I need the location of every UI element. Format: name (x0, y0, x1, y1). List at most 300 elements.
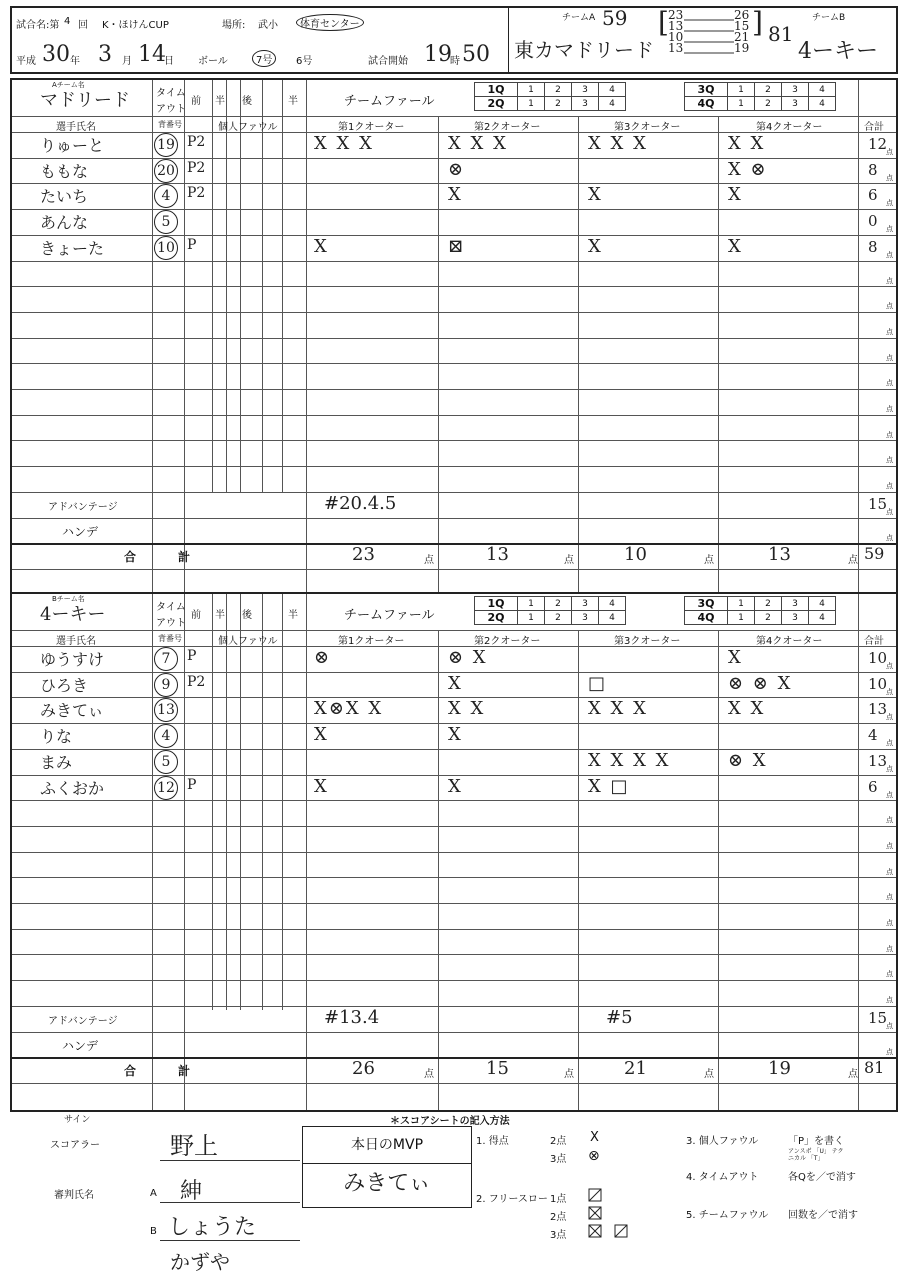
player-total: 4 (868, 726, 878, 745)
q-scores-a (668, 10, 683, 54)
quarter-label: 1Q (475, 83, 518, 97)
foul-count-cell: 2 (545, 597, 572, 611)
player-name-header: 選手氏名 (56, 122, 96, 133)
quarter-total: 10 (624, 544, 647, 566)
game-title: K・ほけんCUP (102, 20, 169, 31)
header-row-line (12, 630, 896, 631)
q2-score-marks: ⊗ (448, 158, 466, 180)
timeout-label-1: タイム (156, 602, 186, 613)
howto-2-3pt: 3点 (550, 1230, 567, 1241)
point-unit: 点 (886, 456, 893, 465)
total-header: 合計 (864, 122, 884, 133)
first-half-label: 前 (191, 610, 201, 621)
player-name: まみ (40, 752, 73, 772)
player-name: りゅーと (40, 136, 105, 155)
q4-score-marks: X X (728, 698, 766, 720)
team-name-label: Bチーム名 (52, 595, 85, 603)
timeout-label-2: アウト (156, 618, 186, 629)
player-total: 13 (868, 751, 888, 770)
team-b-label: チームB (812, 13, 846, 23)
day-unit: 日 (164, 56, 174, 67)
day: 14 (138, 42, 166, 67)
foul-grid-row (475, 97, 626, 111)
mvp-name: みきてぃ (343, 1171, 431, 1196)
point-unit: 点 (886, 199, 893, 208)
player-foul: P2 (187, 134, 206, 150)
foul-count-cell: 1 (518, 597, 545, 611)
year: 30 (42, 42, 70, 67)
team-foul-grid-1h (474, 82, 626, 111)
player-total: 0 (868, 212, 878, 231)
foul-count-cell: 1 (728, 97, 755, 111)
timeout-label-1: タイム (156, 88, 186, 99)
player-number-wrap (154, 236, 178, 260)
table-row (12, 877, 896, 878)
quarter-label: 4Q (685, 611, 728, 625)
player-number-wrap (154, 724, 178, 748)
player-total: 6 (868, 777, 878, 796)
team-foul-grid-2h (684, 82, 836, 111)
q-scores-b (734, 10, 749, 54)
point-unit: 点 (886, 1021, 893, 1030)
player-number-wrap (154, 647, 178, 671)
ref-c-name: かずや (170, 1250, 230, 1274)
foul-col-line (226, 594, 227, 1010)
howto-1-2pt: 2点 (550, 1136, 567, 1147)
ball-2: 6号 (296, 56, 313, 67)
foul-count-cell: 4 (809, 83, 836, 97)
table-row (12, 980, 896, 981)
q3-header: 第3クオーター (614, 636, 681, 647)
quarter-total: 13 (768, 544, 791, 566)
half-label-2: 半 (288, 610, 298, 621)
player-number-wrap (154, 750, 178, 774)
player-name: ふくおか (40, 778, 105, 798)
grand-total: 59 (864, 544, 885, 564)
foul-count-cell: 3 (782, 83, 809, 97)
totals-row-line (12, 543, 896, 545)
ref-a-name: 紳 (180, 1179, 203, 1204)
left-bracket: [ (658, 6, 669, 39)
foul-count-cell: 4 (809, 597, 836, 611)
hour-unit: 時 (450, 56, 460, 67)
foul-col-line (262, 594, 263, 1010)
totals-row-line (12, 1057, 896, 1059)
personal-foul-header: 個人ファウル (218, 636, 278, 647)
player-number: 13 (154, 698, 178, 722)
table-row (12, 286, 896, 287)
table-row (12, 389, 896, 390)
table-row (12, 954, 896, 955)
table-row (12, 466, 896, 467)
ft-2pt-icon (588, 1206, 602, 1220)
year-unit: 年 (70, 56, 80, 67)
player-name: あんな (40, 213, 89, 233)
foul-count-cell: 4 (599, 597, 626, 611)
howto-1: 1. 得点 (476, 1136, 509, 1147)
point-unit: 点 (886, 276, 893, 285)
point-unit: 点 (886, 739, 893, 748)
foul-grid-row (685, 83, 836, 97)
point-unit: 点 (704, 1069, 714, 1081)
player-name: ももな (40, 161, 89, 181)
player-name: みきてぃ (40, 701, 104, 721)
howto-1-3pt: 3点 (550, 1154, 567, 1165)
point-unit: 点 (424, 1069, 434, 1081)
point-unit: 点 (886, 302, 893, 311)
q4-score-b: 19 (734, 41, 750, 55)
table-row (12, 209, 896, 210)
quarter-total: 23 (352, 544, 375, 566)
score-lines (684, 14, 734, 64)
q4-score-marks: X (728, 235, 743, 257)
q3-score-marks: X X X X (588, 749, 671, 771)
table-row (12, 440, 896, 441)
point-unit: 点 (886, 533, 893, 542)
advantage-total: 15 (868, 1008, 888, 1027)
table-row (12, 569, 896, 570)
player-total: 12 (868, 135, 888, 153)
foul-count-cell: 3 (782, 97, 809, 111)
second-half-label: 後 (242, 610, 252, 621)
venue-label: 場所: (222, 20, 246, 31)
player-foul: P (187, 776, 197, 793)
player-name: りな (40, 727, 73, 747)
quarter-label: 3Q (685, 597, 728, 611)
scorer-name: 野上 (170, 1132, 218, 1160)
howto-title: ＊スコアシートの記入方法 (390, 1116, 510, 1127)
foul-count-cell: 2 (545, 611, 572, 625)
point-unit: 点 (886, 867, 893, 876)
table-row (12, 518, 896, 519)
foul-count-cell: 1 (728, 83, 755, 97)
q1-score-a: 23 (668, 8, 684, 22)
foul-count-cell: 2 (755, 597, 782, 611)
quarter-total: 21 (624, 1058, 647, 1080)
foul-count-cell: 2 (755, 83, 782, 97)
timeout-label-2: アウト (156, 104, 186, 115)
handicap-label: ハンデ (62, 524, 99, 539)
point-unit: 点 (564, 1069, 574, 1081)
team-a-label: チームA (562, 13, 596, 23)
point-unit: 点 (886, 764, 893, 773)
venue-1: 武小 (258, 20, 278, 31)
team-a-section (10, 78, 898, 594)
q2-score-b: 15 (734, 19, 750, 33)
header-row-line (12, 116, 896, 117)
advantage-value: #13.4 (324, 1006, 380, 1028)
ball-1: 7号 (252, 50, 276, 67)
personal-foul-header: 個人ファウル (218, 122, 278, 133)
quarter-total: 15 (486, 1058, 509, 1080)
header-divider (508, 8, 509, 72)
ref-a-label: A (150, 1188, 157, 1199)
q4-score-a: 13 (668, 41, 684, 55)
mvp-label: 本日のMVP (303, 1127, 471, 1164)
q2-score-marks: X (448, 672, 463, 694)
point-unit: 点 (886, 687, 893, 696)
team-foul-grid-2h (684, 596, 836, 625)
table-row (12, 312, 896, 313)
footer (10, 1110, 894, 1275)
point-unit: 点 (886, 507, 893, 516)
venue-2: 体育センター (296, 14, 364, 31)
point-unit: 点 (564, 555, 574, 567)
player-number: 12 (154, 776, 178, 800)
quarter-col-line (578, 630, 579, 1110)
foul-count-cell: 1 (728, 611, 755, 625)
point-unit: 点 (886, 790, 893, 799)
team-foul-label: チームファール (344, 94, 435, 109)
howto-4-desc: 各Qを／で消す (788, 1172, 856, 1183)
q3-score-marks: □ (588, 672, 608, 694)
q2-score-marks: X (448, 184, 463, 206)
point-unit: 点 (886, 173, 893, 182)
table-row (12, 852, 896, 853)
q4-score-marks: ⊗ X (728, 749, 768, 771)
advantage-q3-value: #5 (606, 1006, 633, 1028)
player-foul: P (187, 236, 197, 253)
table-row (12, 1006, 896, 1007)
foul-count-cell: 2 (755, 611, 782, 625)
q2-score-marks: ⊠ (448, 235, 466, 257)
q1-score-marks: X (314, 724, 329, 746)
foul-count-cell: 1 (518, 97, 545, 111)
point-unit: 点 (886, 482, 893, 491)
q3-score-a: 10 (668, 30, 684, 44)
ref-b-line (160, 1240, 300, 1241)
foul-count-cell: 4 (599, 611, 626, 625)
player-total: 10 (868, 649, 888, 667)
player-total: 10 (868, 674, 888, 693)
foul-count-cell: 4 (599, 97, 626, 111)
q1-score-marks: X X X (314, 133, 374, 154)
second-half-label: 後 (242, 96, 252, 107)
team-name-label: Aチーム名 (52, 81, 85, 89)
quarter-col-line (438, 116, 439, 592)
advantage-label: アドバンテージ (48, 1015, 118, 1027)
player-number: 9 (154, 673, 178, 697)
point-unit: 点 (886, 919, 893, 927)
foul-col-line (282, 594, 283, 1010)
quarter-col-line (718, 630, 719, 1110)
q3-score-marks: X X X (588, 133, 648, 154)
quarter-total: 19 (768, 1058, 791, 1080)
q1-score-marks: X (314, 235, 329, 257)
q1-score-marks: X (314, 775, 329, 797)
point-unit: 点 (886, 816, 893, 825)
half-label-2: 半 (288, 96, 298, 107)
player-name-header: 選手氏名 (56, 636, 96, 647)
table-row (12, 903, 896, 904)
player-foul: P2 (187, 673, 206, 690)
point-unit: 点 (886, 996, 893, 1005)
player-number-wrap (154, 133, 178, 157)
player-number-wrap (154, 210, 178, 234)
team-foul-label: チームファール (344, 608, 435, 623)
table-row (12, 363, 896, 364)
table-row (12, 261, 896, 262)
table-row (12, 1032, 896, 1033)
point-unit: 点 (886, 148, 893, 156)
q2-header: 第2クオーター (474, 636, 541, 647)
team-a-name: 東カマドリード (514, 38, 654, 62)
foul-grid-row (475, 611, 626, 625)
q3-score-marks: X X X (588, 698, 648, 720)
table-row (12, 800, 896, 801)
foul-count-cell: 2 (755, 97, 782, 111)
foul-grid-row (475, 597, 626, 611)
start-minute: 50 (462, 42, 490, 67)
point-unit: 点 (886, 225, 893, 234)
player-total: 13 (868, 700, 888, 719)
foul-count-cell: 4 (809, 97, 836, 111)
foul-count-cell: 3 (782, 611, 809, 625)
player-foul: P2 (187, 185, 206, 202)
ft-3pt-icon-a (588, 1224, 602, 1238)
q3-score-marks: X (588, 235, 603, 257)
q3-score-b: 21 (734, 30, 750, 44)
player-total: 8 (868, 160, 878, 179)
q2-score-marks: ⊗ X (448, 647, 488, 668)
ref-b-label: B (150, 1226, 157, 1237)
sum-label-1: 合 (124, 1064, 137, 1079)
table-row (12, 826, 896, 827)
table-row (12, 338, 896, 339)
team-b-section (10, 592, 898, 1112)
grand-total: 81 (864, 1058, 885, 1078)
referee-label: 審判氏名 (54, 1190, 94, 1201)
point-unit: 点 (886, 841, 893, 850)
quarter-label: 2Q (475, 611, 518, 625)
table-row (12, 415, 896, 416)
howto-5-desc: 回数を／で消す (788, 1210, 858, 1221)
foul-count-cell: 3 (572, 97, 599, 111)
q2-header: 第2クオーター (474, 122, 541, 133)
player-number-wrap (154, 673, 178, 697)
player-name: きょーた (40, 238, 105, 258)
ft-1pt-icon (588, 1188, 602, 1202)
player-number-wrap (154, 776, 178, 800)
player-number-wrap (154, 698, 178, 722)
q3-score-marks: X □ (588, 775, 630, 797)
q4-header: 第4クオーター (756, 122, 823, 133)
q4-score-marks: X (728, 184, 743, 206)
quarter-col-line (578, 116, 579, 592)
player-number: 4 (154, 184, 178, 208)
point-unit: 点 (886, 250, 893, 259)
game-header (10, 6, 898, 74)
foul-col-line (240, 594, 241, 1010)
month: 3 (98, 42, 112, 67)
q1-header: 第1クオーター (338, 122, 405, 133)
table-row (12, 492, 896, 493)
point-unit: 点 (886, 893, 893, 902)
player-total: 8 (868, 237, 878, 256)
foul-count-cell: 3 (572, 611, 599, 625)
foul-count-cell: 1 (518, 83, 545, 97)
total-header: 合計 (864, 636, 884, 647)
q2-score-marks: X X X (448, 133, 508, 154)
foul-count-cell: 1 (728, 597, 755, 611)
half-label: 半 (215, 610, 225, 621)
game-name-label: 試合名:第 (16, 20, 60, 31)
handicap-label: ハンデ (62, 1038, 99, 1053)
howto-2: 2. フリースロー (476, 1194, 548, 1205)
q2-score-marks: X (448, 775, 463, 797)
game-number-unit: 回 (78, 20, 88, 31)
howto-2-2pt: 2点 (550, 1212, 567, 1223)
foul-count-cell: 3 (572, 83, 599, 97)
q4-score-marks: X X (728, 133, 766, 154)
point-unit: 点 (848, 1069, 858, 1081)
era: 平成 (16, 56, 36, 67)
advantage-value: #20.4.5 (324, 492, 397, 514)
player-number-wrap (154, 184, 178, 208)
start-label: 試合開始 (368, 56, 408, 67)
point-unit: 点 (886, 713, 893, 722)
advantage-label: アドバンテージ (48, 501, 118, 513)
player-number: 19 (154, 133, 178, 157)
howto-3-sub: アンスポ 「U」 テクニカル 「T」 (788, 1148, 844, 1162)
foul-count-cell: 3 (782, 597, 809, 611)
point-unit: 点 (886, 970, 893, 979)
q2-score-marks: X X (448, 698, 486, 720)
foul-grid-row (685, 611, 836, 625)
table-row (12, 929, 896, 930)
foul-grid-row (475, 83, 626, 97)
q1-score-b: 26 (734, 8, 750, 22)
quarter-total: 13 (486, 544, 509, 566)
point-unit: 点 (848, 555, 858, 567)
table-row (12, 1083, 896, 1084)
quarter-col-line (438, 630, 439, 1110)
player-number: 4 (154, 724, 178, 748)
howto-1-2pt-symbol: X (590, 1130, 599, 1145)
sign-label: サイン (64, 1115, 91, 1125)
sum-label-2: 計 (178, 550, 191, 565)
point-unit: 点 (886, 353, 893, 362)
half-label: 半 (215, 96, 225, 107)
ball-label: ボール (198, 56, 228, 67)
month-unit: 月 (122, 56, 132, 67)
foul-count-cell: 3 (572, 597, 599, 611)
scorer-line (160, 1160, 300, 1161)
howto-3-desc: 「P」を書く (788, 1136, 845, 1147)
player-name: ゆうすけ (40, 650, 105, 669)
sum-label-1: 合 (124, 550, 137, 565)
quarter-label: 2Q (475, 97, 518, 111)
team-a-total: 59 (602, 6, 628, 30)
foul-count-cell: 2 (545, 97, 572, 111)
sum-label-2: 計 (178, 1064, 191, 1079)
player-name: たいち (40, 187, 89, 207)
quarter-total: 26 (352, 1058, 375, 1080)
team-foul-grid-1h (474, 596, 626, 625)
player-foul: P (187, 648, 197, 664)
number-header: 背番号 (158, 120, 182, 129)
q4-score-marks: X (728, 647, 743, 668)
howto-1-3pt-symbol: ⊗ (588, 1148, 600, 1164)
player-number: 5 (154, 750, 178, 774)
team-name: 4ーキー (40, 604, 106, 625)
foul-grid-row (685, 597, 836, 611)
foul-count-cell: 1 (518, 611, 545, 625)
foul-count-cell: 2 (545, 83, 572, 97)
foul-grid-row (685, 97, 836, 111)
quarter-label: 1Q (475, 597, 518, 611)
first-half-label: 前 (191, 96, 201, 107)
